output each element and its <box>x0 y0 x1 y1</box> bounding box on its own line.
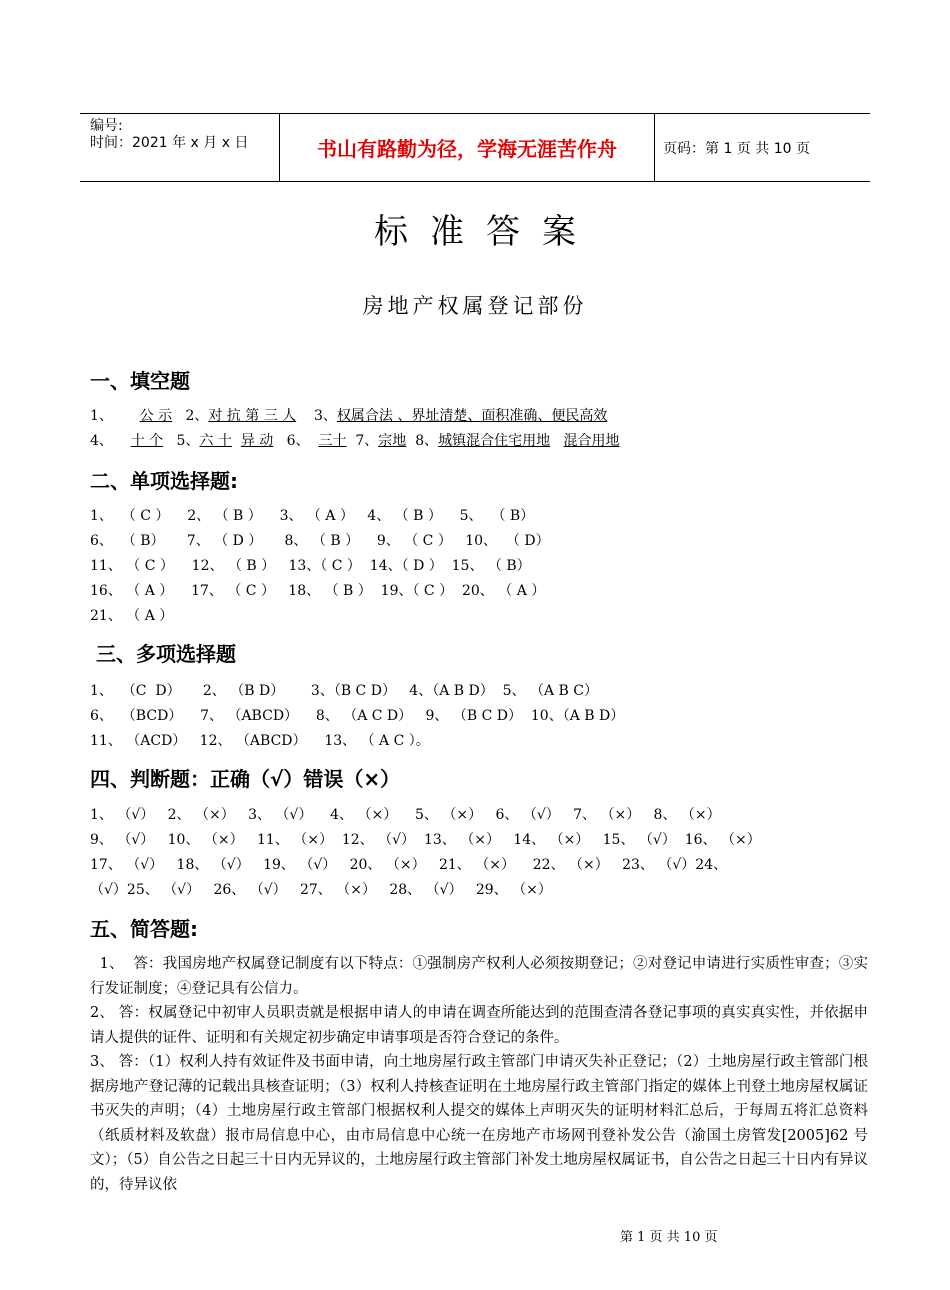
answer-row: 21、 （ A ） <box>90 608 174 624</box>
answer-row: 6、 （BCD） 7、 （ABCD） 8、 （A C D） 9、 （B C D） 10、（A B D） <box>90 708 625 724</box>
fill-num: 2、 <box>185 408 209 424</box>
header-page-info: 页码：第 1 页 共 10 页 <box>663 140 810 157</box>
answer-row: 1、 （√） 2、 （×） 3、 （√） 4、 （×） 5、 （×） 6、 （√） 7、 （×） 8、 （×） <box>90 807 721 823</box>
section-heading: 三、多项选择题 <box>96 642 236 666</box>
header-meta <box>80 114 280 181</box>
fill-num: 8、 <box>415 433 439 449</box>
number-label: 编号: <box>90 118 123 134</box>
header-motto: 书山有路勤为径，学海无涯苦作舟 <box>280 114 655 181</box>
fill-num: 6、 <box>286 433 310 449</box>
answer-row: 9、 （√） 10、 （×） 11、 （×） 12、 （√） 13、 （×） 14、 （×） 15、 （√） 16、 （×） <box>90 832 761 848</box>
fill-answer: 对 抗 第 三 人 <box>208 408 297 424</box>
answer-paragraph: 3、 答：（1）权利人持有效证件及书面申请，向土地房屋行政主管部门申请灭失补正登记；（2）土地房屋行政主管部门根据房地产登记薄的记载出具核查证明；（3）权利人持核查证明在土地房屋行政主管部门指定的媒体上刊登土地房屋权属证书灭失的声明；（4）土地房屋行政主管部门根据权利人提交的媒体上声明灭失的证明材料汇总后，于每周五将汇总资料（纸质材料及软盘）报市局信息中心，由市局信息中心统一在房地产市场网刊登补发公告（渝国土房管发[2005]62 号文）；（5）自公告之日起三十日内无异议的，土地房屋行政主管部门补发土地房屋权属证书，自公告之日起三十日内有异议的，待异议依 <box>90 1054 868 1193</box>
fill-answer: 城镇混合住宅用地 <box>438 433 551 449</box>
page-footer: 第 1 页 共 10 页 <box>620 1230 718 1245</box>
fill-answer: 六 十 <box>199 433 232 449</box>
fill-num: 1、 <box>90 408 113 424</box>
fill-line <box>90 430 619 450</box>
answer-row: 16、 （ A ） 17、 （ C ） 18、 （ B ） 19、（ C ） 20、 （ A ） <box>90 583 546 599</box>
fill-answer: 混合用地 <box>563 433 620 449</box>
fill-answer: 公 示 <box>139 408 173 424</box>
answer-paragraph: 1、 答：我国房地产权属登记制度有以下特点：①强制房产权利人必须按期登记；②对登记申请进行实质性审查；③实行发证制度；④登记具有公信力。 <box>90 956 868 997</box>
section-heading: 一、填空题 <box>90 369 190 393</box>
time-label: 时间：2021 年 x 月 x 日 <box>90 135 249 151</box>
doc-title: 标准答案 <box>374 212 598 252</box>
fill-num: 5、 <box>176 433 200 449</box>
answer-row: 1、 （ C ） 2、 （ B ） 3、 （ A ） 4、 （ B ） 5、 （ B） <box>90 508 535 524</box>
doc-subtitle: 房地产权属登记部份 <box>362 294 588 318</box>
fill-num: 7、 <box>355 433 379 449</box>
fill-answer: 权属合法 、界址清楚、面积准确、便民高效 <box>336 408 608 424</box>
answer-row: 11、 （ACD） 12、 （ABCD） 13、 （ A C ）。 <box>90 733 430 749</box>
fill-num: 3、 <box>313 408 337 424</box>
section-heading: 四、判断题：正确（√）错误（×） <box>90 767 401 791</box>
fill-answer: 十 个 <box>130 433 164 449</box>
section-heading: 二、单项选择题: <box>90 469 238 493</box>
fill-answer: 宗地 <box>378 433 407 449</box>
fill-answer: 异 动 <box>240 433 274 449</box>
fill-num: 4、 <box>90 433 113 449</box>
answer-row: （√）25、 （√） 26、 （√） 27、 （×） 28、 （√） 29、 （×） <box>90 882 552 898</box>
fill-line <box>90 405 607 425</box>
answer-row: 6、 （ B） 7、 （ D ） 8、 （ B ） 9、 （ C ） 10、 （ D） <box>90 533 550 549</box>
answer-row: 11、 （ C ） 12、 （ B ） 13、（ C ） 14、（ D ） 15、 （ B） <box>90 558 531 574</box>
page-header <box>80 113 870 182</box>
short-answers <box>90 952 868 1197</box>
answer-paragraph: 2、 答：权属登记中初审人员职责就是根据申请人的申请在调查所能达到的范围查清各登记事项的真实真实性，并依据申请人提供的证件、证明和有关规定初步确定申请事项是否符合登记的条件。 <box>90 1005 868 1046</box>
answer-row: 1、 （C D） 2、 （B D） 3、（B C D） 4、（A B D） 5、 （A B C） <box>90 683 598 699</box>
answer-row: 17、 （√） 18、 （√） 19、 （√） 20、 （×） 21、 （×） 22、 （×） 23、 （√）24、 <box>90 857 728 873</box>
section-heading: 五、简答题: <box>90 917 198 941</box>
fill-answer: 三十 <box>318 433 347 449</box>
